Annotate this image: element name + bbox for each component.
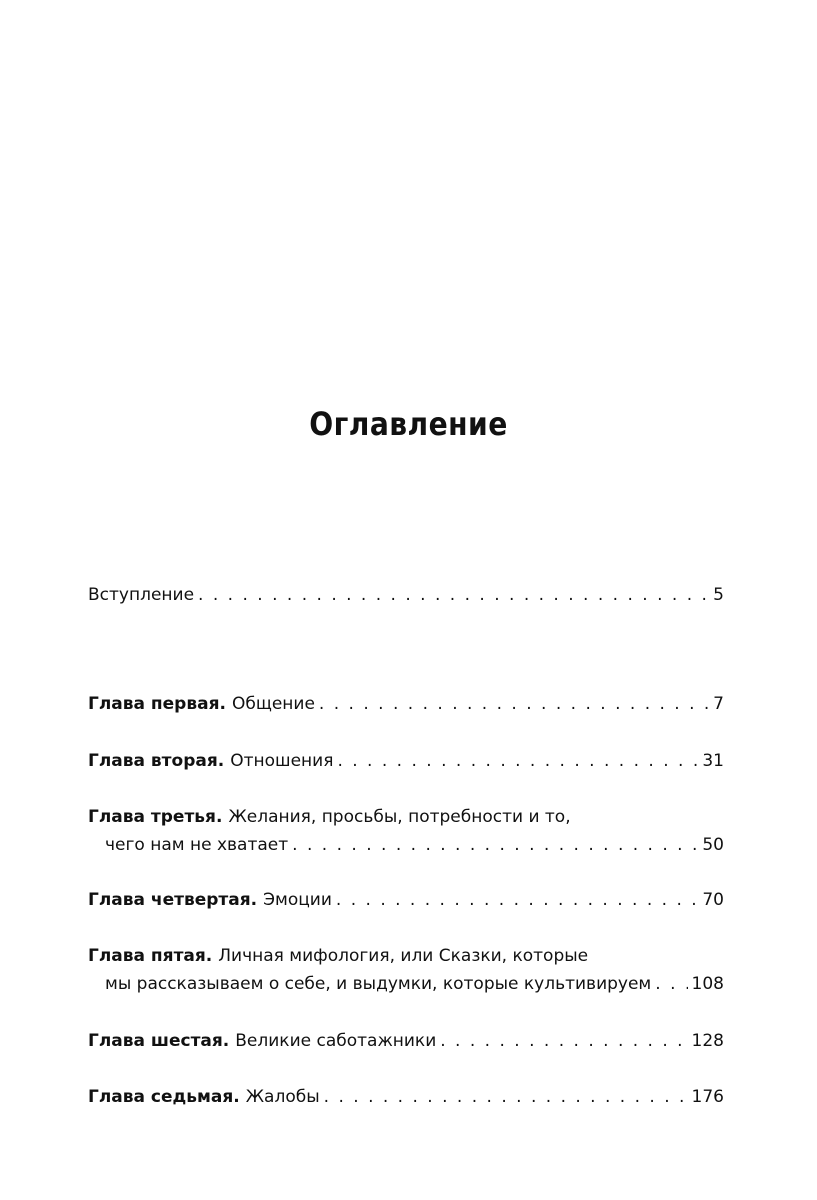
toc-chapter-label: Глава четвертая. xyxy=(88,890,258,910)
toc-page-number: 5 xyxy=(713,585,724,605)
toc-chapter-label: Глава первая. xyxy=(88,694,226,714)
toc-page-number: 31 xyxy=(702,751,724,771)
toc-entry-chapter-2[interactable] xyxy=(88,747,724,775)
toc-page-number: 7 xyxy=(713,694,724,714)
toc-entry-text: Великие саботажники xyxy=(235,1031,437,1051)
toc-entry-text: Личная мифология, или Сказки, которые xyxy=(218,946,589,966)
toc-page-number: 108 xyxy=(691,974,724,994)
toc-entry-text: Общение xyxy=(231,694,315,714)
dot-leader xyxy=(198,581,709,609)
dot-leader xyxy=(655,970,687,998)
toc-entry-intro[interactable] xyxy=(88,581,724,609)
dot-leader xyxy=(337,747,698,775)
toc-entry-chapter-1[interactable] xyxy=(88,690,724,718)
toc-chapter-label: Глава вторая. xyxy=(88,751,225,771)
toc-entry-chapter-3[interactable] xyxy=(88,803,724,859)
dot-leader xyxy=(324,1083,688,1111)
toc-entry-text: Вступление xyxy=(88,585,195,605)
toc-page-number: 50 xyxy=(702,835,724,855)
toc-entry-text: Жалобы xyxy=(245,1087,320,1107)
toc-entry-text-continued: мы рассказываем о себе, и выдумки, которые культивируем xyxy=(105,974,652,994)
toc-entry-chapter-5[interactable] xyxy=(88,942,724,998)
dot-leader xyxy=(336,886,698,914)
toc-chapter-label: Глава седьмая. xyxy=(88,1087,240,1107)
toc-entry-chapter-4[interactable] xyxy=(88,886,724,914)
toc-entry-chapter-7[interactable] xyxy=(88,1083,724,1111)
toc-entry-text: Отношения xyxy=(230,751,334,771)
dot-leader xyxy=(292,831,698,859)
page-title: Оглавление xyxy=(309,405,508,443)
dot-leader xyxy=(319,690,709,718)
dot-leader xyxy=(440,1027,687,1055)
toc-entry-text-continued: чего нам не хватает xyxy=(105,835,289,855)
toc-page-number: 70 xyxy=(702,890,724,910)
toc-entry-chapter-6[interactable] xyxy=(88,1027,724,1055)
toc-page-number: 128 xyxy=(691,1031,724,1051)
toc-entry-text: Эмоции xyxy=(263,890,332,910)
toc-chapter-label: Глава пятая. xyxy=(88,946,213,966)
toc-entry-text: Желания, просьбы, потребности и то, xyxy=(228,807,571,827)
toc-chapter-label: Глава третья. xyxy=(88,807,223,827)
toc-chapter-label: Глава шестая. xyxy=(88,1031,230,1051)
toc-page-number: 176 xyxy=(691,1087,724,1107)
